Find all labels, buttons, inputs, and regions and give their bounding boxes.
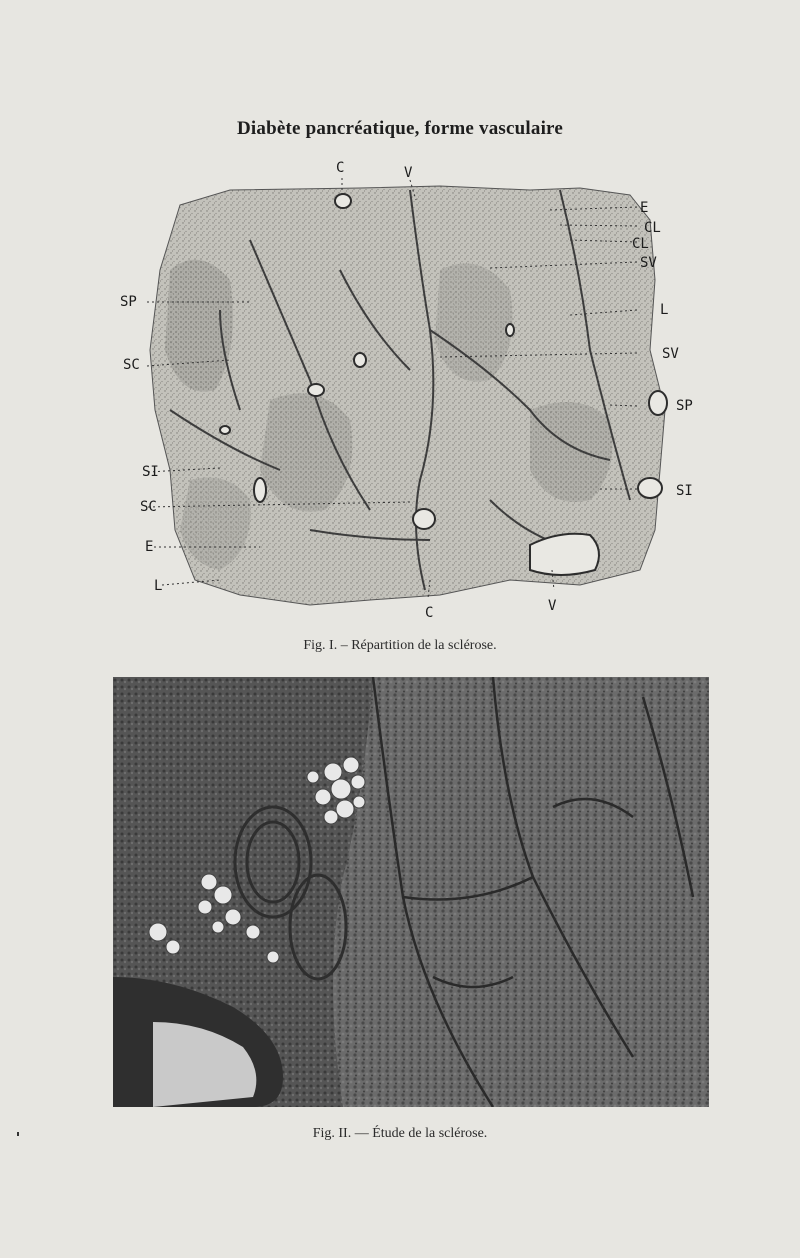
label-c-top: C: [336, 160, 345, 176]
margin-speck: [17, 1132, 19, 1136]
vessel: [530, 534, 599, 575]
label-sc-left-2: SC: [140, 499, 157, 515]
figure-2-micrograph: [113, 677, 709, 1107]
figure-1-caption: Fig. I. – Répartition de la sclérose.: [303, 638, 497, 653]
vessel: [649, 391, 667, 415]
vessel: [308, 384, 324, 396]
label-e-left: E: [145, 539, 154, 555]
label-e-right: E: [640, 200, 649, 216]
label-v-top: V: [404, 165, 413, 181]
vessel: [506, 324, 514, 336]
figure-2-caption: Fig. II. — Étude de la sclérose.: [312, 1126, 488, 1141]
label-l-right: L: [660, 302, 669, 318]
label-v-bottom: V: [548, 598, 557, 614]
vessel: [335, 194, 351, 208]
label-si-right: SI: [676, 483, 693, 499]
page-title: Diabète pancréatique, forme vasculaire: [237, 118, 563, 139]
label-l-left: L: [154, 578, 163, 594]
vessel: [413, 509, 435, 529]
label-sv-right-2: SV: [662, 346, 679, 362]
label-c-bottom: C: [425, 605, 434, 620]
label-cl-right-2: CL: [632, 236, 649, 252]
vessel: [254, 478, 266, 502]
figure-1-illustration: [110, 150, 710, 620]
label-sp-left: SP: [120, 294, 137, 310]
label-si-left: SI: [142, 464, 159, 480]
lobule: [435, 263, 513, 381]
label-sp-right: SP: [676, 398, 693, 414]
label-sc-left-1: SC: [123, 357, 140, 373]
vessel: [638, 478, 662, 498]
label-cl-right-1: CL: [644, 220, 661, 236]
lobule: [165, 260, 233, 392]
vessel: [220, 426, 230, 434]
lobule: [530, 402, 613, 502]
vessel: [354, 353, 366, 367]
label-sv-right-1: SV: [640, 255, 657, 271]
